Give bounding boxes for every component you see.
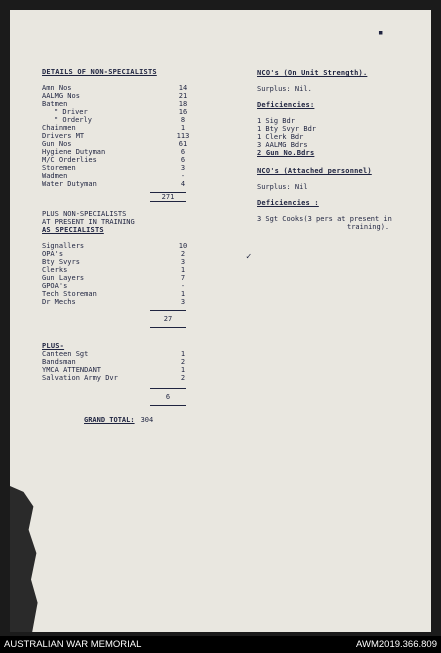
list-item: M/C Orderlies 6: [42, 156, 186, 164]
list-item: Bandsman 2: [42, 358, 186, 366]
training-list: [42, 242, 194, 306]
grand-total-value: 304: [140, 416, 154, 424]
list-item: " Driver 16: [54, 108, 188, 116]
subtotal-rule: [150, 388, 186, 389]
footer-institution: AUSTRALIAN WAR MEMORIAL: [4, 639, 142, 650]
non-specialists-heading: DETAILS OF NON-SPECIALISTS: [42, 68, 157, 76]
document-sheet: [10, 10, 431, 632]
list-item: AALMG Nos 21: [42, 92, 188, 100]
nco-column: [257, 69, 425, 231]
list-item: 2 Gun No.Bdrs: [257, 149, 315, 157]
non-specialists-column: [42, 68, 194, 424]
list-item: Drivers MT 113: [42, 132, 190, 140]
list-item: 1 Bty Svyr Bdr: [257, 125, 317, 133]
list-item: Batmen 18: [42, 100, 188, 108]
training-heading: PLUS NON-SPECIALISTS AT PRESENT IN TRAINING AS SPECIALISTS: [42, 210, 135, 234]
list-item: OPA's 2: [42, 250, 186, 258]
non-specialists-list: [42, 84, 194, 188]
list-item: Signallers 10: [42, 242, 188, 250]
subtotal-plus: 6: [165, 393, 171, 401]
grand-total: [42, 416, 194, 424]
list-item: Water Dutyman 4: [42, 180, 186, 188]
list-item: Tech Storeman 1: [42, 290, 186, 298]
list-item: Clerks 1: [42, 266, 186, 274]
plus-list: [42, 350, 194, 382]
subtotal-non-specialists: 271: [161, 193, 175, 201]
ink-mark: ▪: [378, 28, 384, 38]
list-item: Canteen Sgt 1: [42, 350, 186, 358]
list-item: Chainmen 1: [42, 124, 186, 132]
list-item: Storemen 3: [42, 164, 186, 172]
list-item: Bty Svyrs 3: [42, 258, 186, 266]
plus-heading: PLUS-: [42, 342, 65, 350]
surplus-unit: Surplus: Nil.: [257, 85, 312, 93]
list-item: Wadmen -: [42, 172, 186, 180]
list-item: " Orderly 8: [54, 116, 186, 124]
subtotal-rule: [150, 327, 186, 328]
list-item: Hygiene Dutyman 6: [42, 148, 186, 156]
subtotal-rule: [150, 405, 186, 406]
footer-bar: [0, 636, 441, 653]
list-item: 1 Clerk Bdr: [257, 133, 304, 141]
grand-total-label: GRAND TOTAL:: [84, 416, 135, 424]
list-item: 1 Sig Bdr: [257, 117, 295, 125]
list-item: Salvation Army Dvr 2: [42, 374, 186, 382]
list-item: 3 AALMG Bdrs: [257, 141, 308, 149]
list-item: Gun Nos 61: [42, 140, 188, 148]
torn-edge: [10, 486, 40, 632]
list-item: Dr Mechs 3: [42, 298, 186, 306]
subtotal-rule: [150, 310, 186, 311]
deficiency-attached-line: training).: [347, 223, 390, 231]
nco-unit-heading: NCO's (On Unit Strength).: [257, 69, 368, 77]
subtotal-rule: [150, 201, 186, 202]
subtotal-training: 27: [163, 315, 173, 323]
tick-mark: ✓: [246, 252, 252, 262]
list-item: YMCA ATTENDANT 1: [42, 366, 186, 374]
list-item: Gun Layers 7: [42, 274, 186, 282]
deficiencies-attached-heading: Deficiencies :: [257, 199, 319, 207]
deficiency-attached-line: 3 Sgt Cooks(3 pers at present in: [257, 215, 392, 223]
deficiencies-heading: Deficiencies:: [257, 101, 315, 109]
deficiencies-list: [257, 117, 425, 157]
nco-attached-heading: NCO's (Attached personnel): [257, 167, 372, 175]
footer-catalogue-id: AWM2019.366.809: [356, 639, 437, 650]
surplus-attached: Surplus: Nil: [257, 183, 308, 191]
list-item: GPOA's -: [42, 282, 186, 290]
list-item: Amn Nos 14: [42, 84, 188, 92]
